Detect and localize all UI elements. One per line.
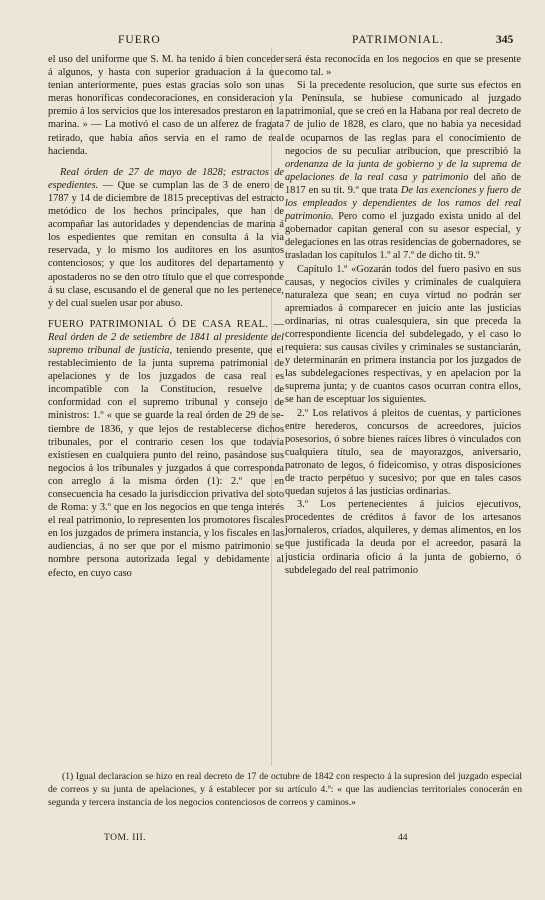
- paragraph-text: Si la precedente resolucion, que surte sus efectos en la Península, se hubiese comunicado al juzgado patrimonial, que se creó en la Habana por real decreto de 7 de julio de 1828, es claro, que no habia ya necesidad de ocuparnos de las reglas para el conocimiento de negocios de su peculiar atribucion, que prescribió la: [285, 80, 521, 157]
- citation: ordenanza de la junta de gobierno y de la suprema de apelaciones de la real casa y patrimonio: [285, 158, 521, 183]
- footnote: [48, 771, 522, 809]
- right-column: [285, 53, 521, 577]
- header-left: FUERO: [118, 34, 161, 46]
- paragraph-text: — Que se cumplan las de 3 de enero de 1787 y 14 de diciembre de 1815 preceptivas del estracto metódico de los hechos principales, que han de acompañar las autoridades y dependencias de marina á los espedientes que remitan en consulta á la via reservada, y lo mismo los auditores en los asuntos contenciosos; y que los auditores del departamento y apostaderos no se den otro título que el que corresponde á su clase, escusando el de general que no les pertenece, y del cual suelen usar por abuso.: [48, 179, 284, 309]
- signature-mark: 44: [398, 833, 408, 843]
- paragraph: [48, 166, 284, 310]
- volume-label: TOM. III.: [104, 833, 147, 843]
- section-heading: FUERO PATRIMONIAL Ó DE CASA REAL.: [48, 318, 269, 330]
- citation: Real órden de 27 de mayo de 1828; estractos de espedientes.: [48, 166, 284, 191]
- page-number: 345: [496, 34, 514, 46]
- left-column: [48, 53, 284, 580]
- paragraph: 2.º Los relativos á pleitos de cuentas, y particiones entre herederos, concursos de acreedores, juicios posesorios, ó sobre bienes raíces libres ó vinculados con cualquiera título, sea de mayorazgos, aniversario, patronato de legos, ó fideicomiso, y otras disposiciones de tracto perpétuo y sucesivo; por que en tales casos quedan sujetos á las justicias ordinarias.: [285, 407, 521, 498]
- citation: De las exenciones y fuero de los empleados y dependientes de los ramos del real patrimonio.: [285, 184, 521, 223]
- running-header: [0, 34, 545, 50]
- paragraph-text: teniendo presente, que el restablecimiento de la junta suprema patrimonial de apelaciones y de los juzgados de casa real es incompatible con la Constitucion, resuelve de conformidad con el supremo tribunal y consejo de ministros: 1.º « que se guarde la real órden de 29 de setiembre de 1836, y que lejos de restablecerse dichos tribunales, por el contrario cesen los que todavía existiesen en cualquiera punto del reino, pasándose sus negocios á los tribunales y juzgados á que corresponda con arreglo á la misma órden (1): 2.º que en consecuencia ha cesado la jurisdiccion privativa del soto de Roma: y 3.º que en los negocios en que tenga interés el real patrimonio, lo representen los promotores fiscales en los juzgados de primera instancia, y los fiscales en las audiencias, á no ser que por el mismo patrimonio se nombre persona autorizada legal y debidamente al efecto, en cuyo caso: [48, 344, 284, 579]
- paragraph: será ésta reconocida en los negocios en que se presente como tal. »: [285, 54, 521, 79]
- paragraph: el uso del uniforme que S. M. ha tenido á bien conceder á algunos, y hasta con superior graduacion á la que tenian anteriormente, pues estas gracias solo son unas meras honoríficas condecoraciones, en consideracion y premio á los servicios que los interesados prestaron en la marina. » — La motivó el caso de un alferez de fragata retirado, que habia años servia en el ramo de real hacienda.: [48, 54, 284, 157]
- paragraph-text: del año de 1817 en su tít. 9.º que trata: [285, 171, 521, 196]
- header-right: PATRIMONIAL.: [352, 34, 444, 46]
- paragraph: FUERO PATRIMONIAL Ó DE CASA REAL. — Real órden de 2 de setiembre de 1841 al presidente del supremo tribunal de justicia, teniendo presente, que el restablecimiento de la junta suprema patrimonial de apelaciones y de los juzgados de casa real es incompatible con la Constitucion, resuelve de conformidad con el supremo tribunal y consejo de ministros: 1.º « que se guarde la real órden de 29 de setiembre de 1836, y que lejos de restablecerse dichos tribunales, por el contrario cesen los que todavía existiesen en cualquiera punto del reino, pasándose sus negocios á los tribunales y juzgados á que corresponda con arreglo á la misma órden (1): 2.º que en consecuencia ha cesado la jurisdiccion privativa del soto de Roma: y 3.º que en los negocios en que tenga interés el real patrimonio, lo representen los promotores fiscales en los juzgados de primera instancia, y los fiscales en las audiencias, á no ser que por el mismo patrimonio se nombre persona autorizada legal y debidamente al efecto, en cuyo caso: [48, 318, 285, 579]
- citation: Real órden de 2 de setiembre de 1841 al presidente del supremo tribunal de justicia,: [48, 331, 284, 356]
- paragraph: 3.º Los pertenecientes á juicios ejecutivos, procedentes de créditos á favor de los artesanos jornaleros, criados, alquileres, y demas alimentos, en los que justificada la deuda por el acreedor, pasará la justicia ordinaria oficio á la junta de gobierno, ó subdelegado del real patrimonio: [285, 499, 521, 576]
- footnote-text: (1) Igual declaracion se hizo en real decreto de 17 de octubre de 1842 con respecto á la supresion del juzgado especial de correos y su junta de apelaciones, y á establecer por su artículo 4.º: « que las audiencias territoriales conocerán en segunda y tercera instancia de los negocios contenciosos de correos y caminos.»: [48, 771, 522, 808]
- paragraph: Capítulo 1.º «Gozarán todos del fuero pasivo en sus causas, y negocios civiles y criminales de cualquiera naturaleza que sean; en cuya virtud no podrán ser apremiados á comparecer en juicio ante las justicias ordinarias, ni otras cualesquiera, sin que preceda la correspondiente licencia del subdelegado, y el caso lo requiera: sus causas civiles y criminales se sustanciarán, y determinarán en primera instancia por los juzgados de las subdelegaciones respectivas, y en apelacion por la suprema junta; y de cuantos casos ocurran contra ellos, se han de esceptuar los siguientes.: [285, 263, 521, 406]
- paragraph-text: Pero como el juzgado exista unido al del gobernador capitan general con su asesor especial, y delegaciones en las otras residencias de gobernadores, se trasladan los capítulos 1.º al 7.º de dicho tít. 9.º: [285, 211, 521, 262]
- paragraph: [285, 79, 521, 262]
